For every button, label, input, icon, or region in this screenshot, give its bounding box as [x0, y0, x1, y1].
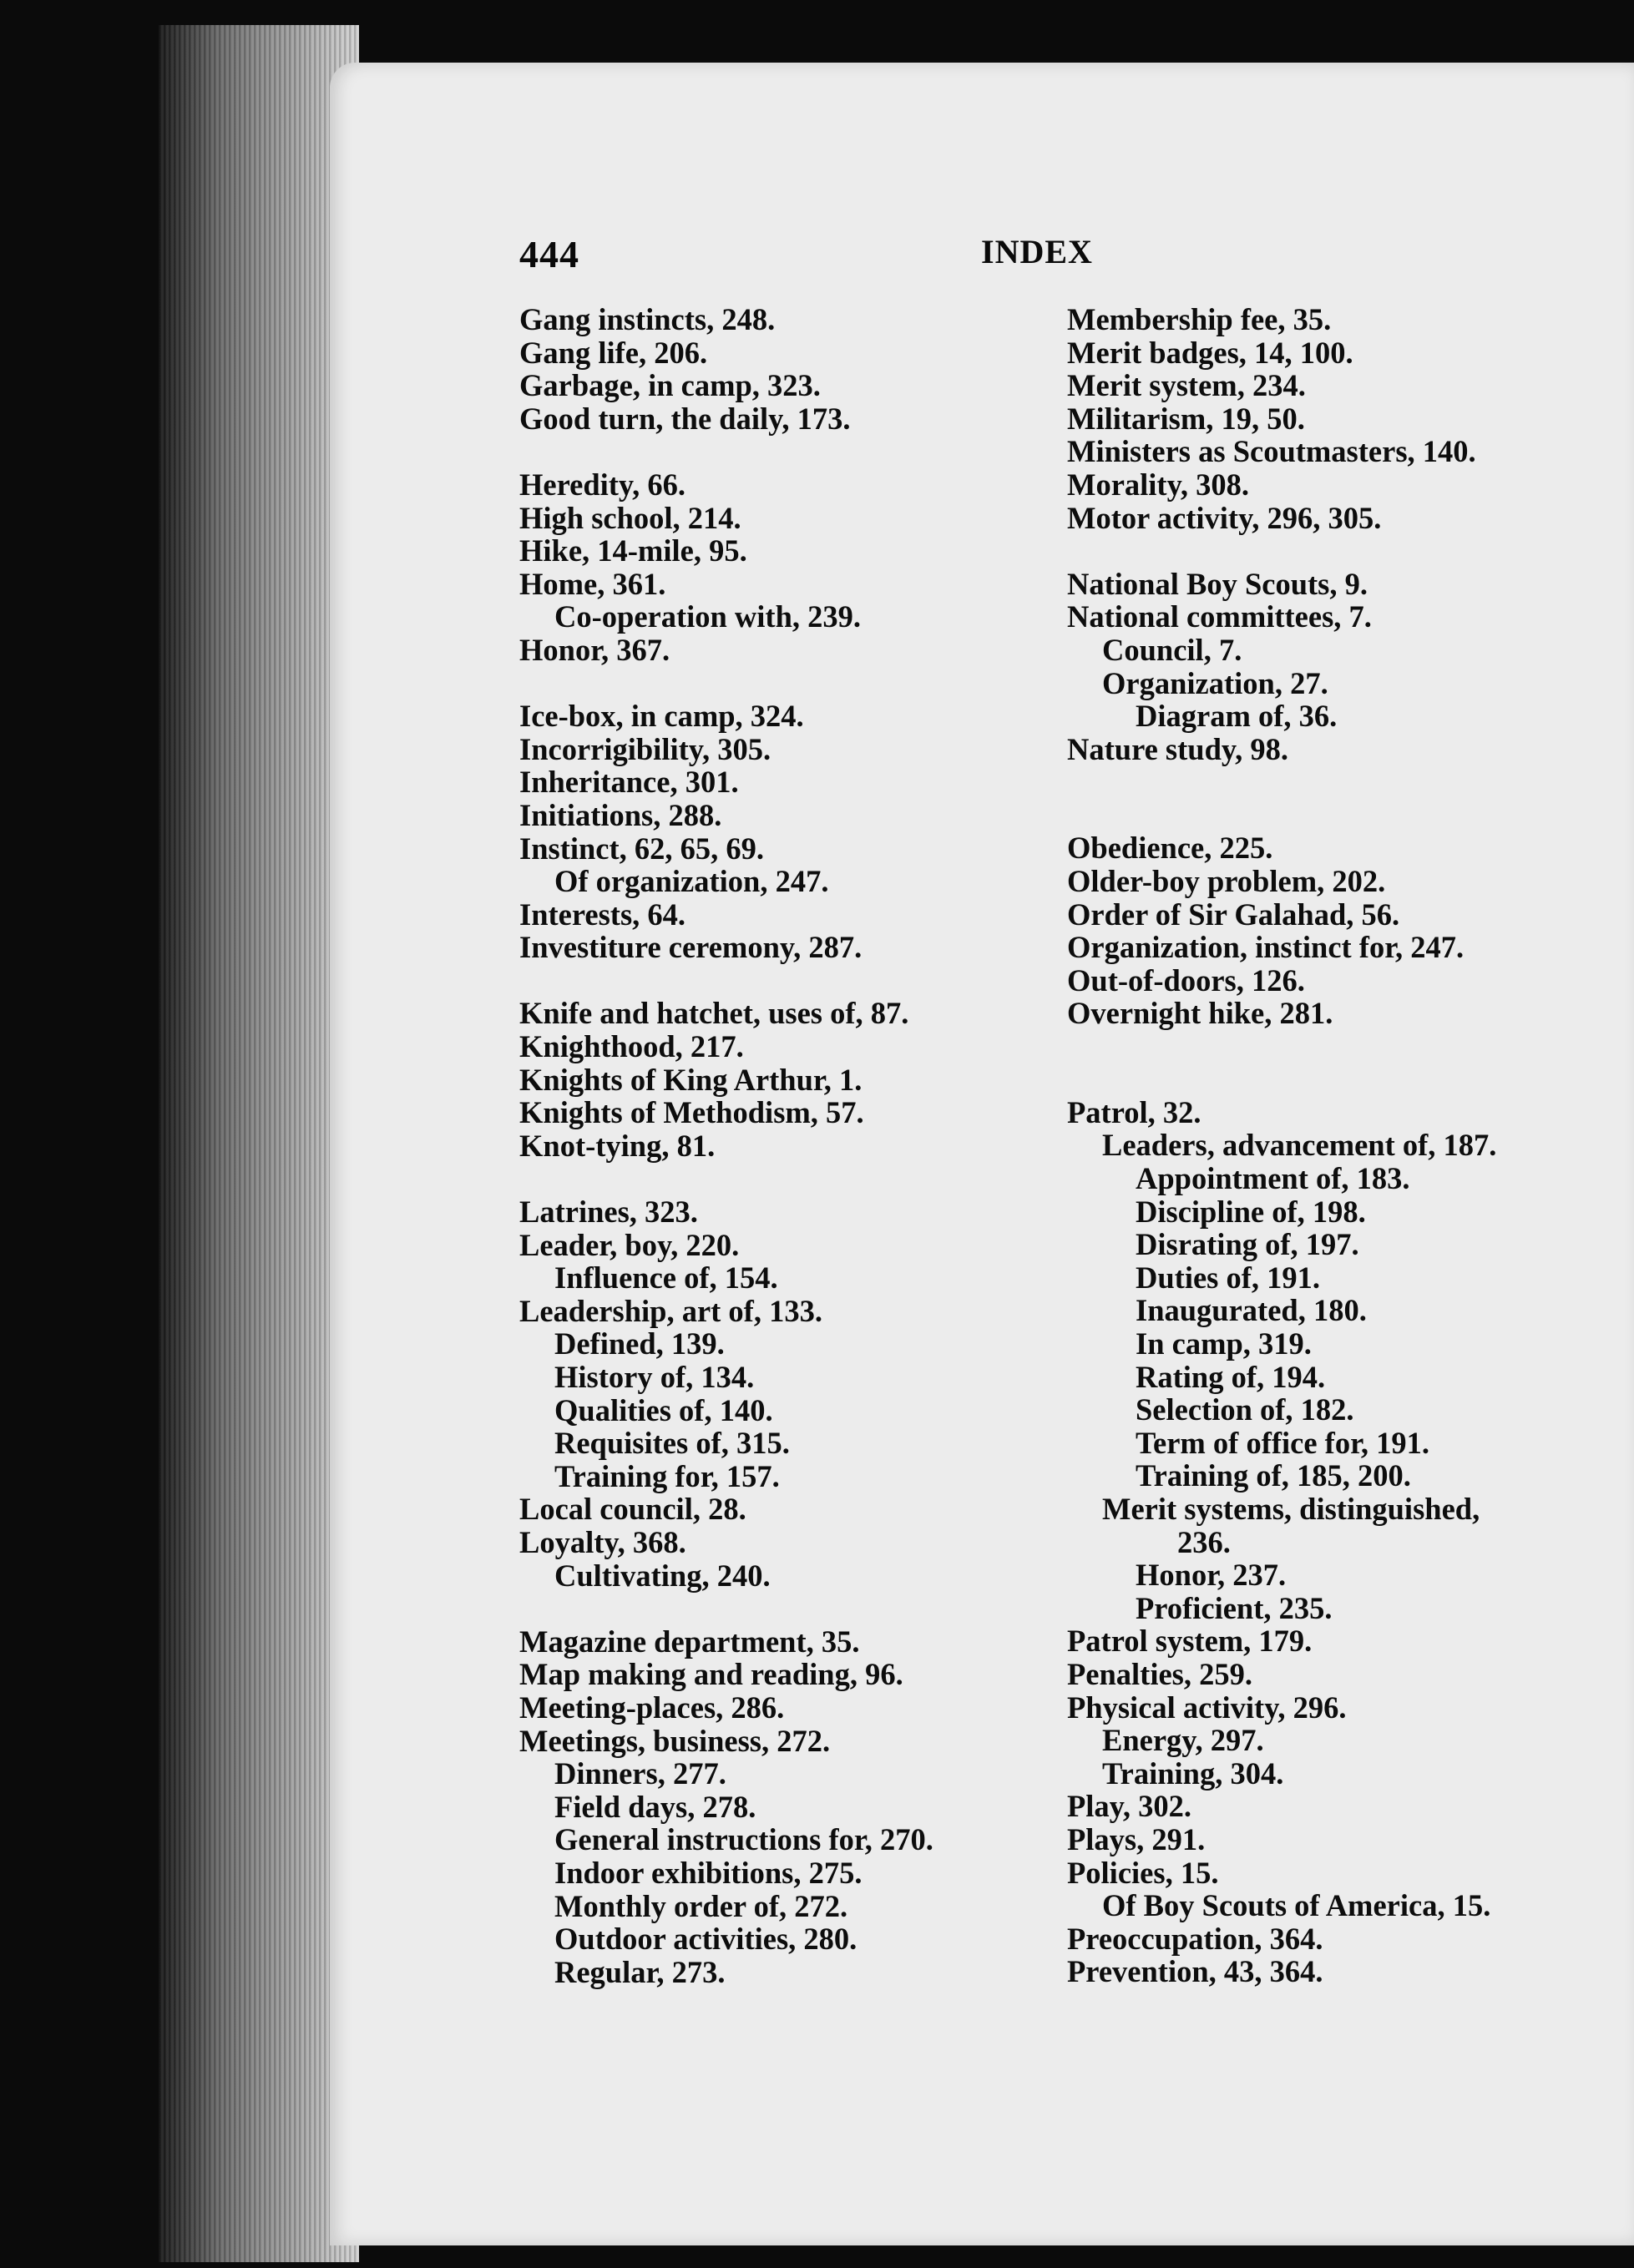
index-column-right	[1067, 303, 1601, 1988]
index-subentry: Cultivating, 240.	[554, 1558, 771, 1593]
index-subentry: Diagram of, 36.	[1136, 699, 1338, 734]
index-entry: Latrines, 323.	[519, 1195, 698, 1230]
index-subentry: Leaders, advancement of, 187.	[1102, 1128, 1497, 1163]
index-subentry: Outdoor activities, 280.	[554, 1922, 857, 1957]
index-subentry: 236.	[1177, 1524, 1231, 1559]
index-subentry: Merit systems, distinguished,	[1102, 1492, 1480, 1526]
index-entry: Policies, 15.	[1067, 1855, 1219, 1890]
index-subentry: Indoor exhibitions, 275.	[554, 1855, 863, 1890]
page-title: INDEX	[981, 233, 1093, 270]
index-entry: Leader, boy, 220.	[519, 1227, 740, 1262]
index-entry: Loyalty, 368.	[519, 1524, 686, 1559]
index-entry: Older-boy problem, 202.	[1067, 863, 1386, 898]
index-subentry: Monthly order of, 272.	[554, 1888, 848, 1923]
index-subentry: Selection of, 182.	[1136, 1392, 1354, 1427]
index-entry: Nature study, 98.	[1067, 731, 1288, 766]
index-entry: Morality, 308.	[1067, 467, 1249, 502]
index-subentry: Term of office for, 191.	[1136, 1425, 1430, 1460]
index-entry: Order of Sir Galahad, 56.	[1067, 897, 1400, 932]
index-subentry: Proficient, 235.	[1136, 1590, 1333, 1625]
index-entry: Gang instincts, 248.	[519, 302, 776, 336]
index-entry: Initiations, 288.	[519, 797, 722, 832]
index-entry: Patrol, 32.	[1067, 1094, 1201, 1129]
entry-spacer	[519, 667, 1020, 700]
index-entry: Knights of King Arthur, 1.	[519, 1062, 863, 1097]
index-entry: Play, 302.	[1067, 1789, 1192, 1824]
index-subentry: Requisites of, 315.	[554, 1426, 790, 1461]
index-subentry: Energy, 297.	[1102, 1723, 1264, 1758]
entry-spacer	[519, 435, 1020, 468]
index-subentry: Qualities of, 140.	[554, 1392, 773, 1427]
index-subentry: Training for, 157.	[554, 1458, 780, 1493]
index-entry: Patrol system, 179.	[1067, 1624, 1313, 1659]
index-entry: Map making and reading, 96.	[519, 1657, 903, 1692]
index-subentry: Appointment of, 183.	[1136, 1161, 1410, 1196]
index-entry: Honor, 367.	[519, 632, 670, 667]
entry-spacer	[1067, 534, 1601, 568]
index-subentry: Rating of, 194.	[1136, 1359, 1326, 1394]
index-entry: Preoccupation, 364.	[1067, 1921, 1323, 1956]
index-subentry: Influence of, 154.	[554, 1260, 778, 1296]
index-entry: Prevention, 43, 364.	[1067, 1954, 1323, 1989]
index-subentry: Training, 304.	[1102, 1755, 1284, 1791]
index-entry: Local council, 28.	[519, 1492, 746, 1527]
entry-spacer	[519, 1162, 1020, 1195]
index-entry: Knighthood, 217.	[519, 1029, 744, 1064]
index-subentry: Inaugurated, 180.	[1136, 1293, 1367, 1328]
index-subentry: Dinners, 277.	[554, 1756, 726, 1791]
index-subentry: Of Boy Scouts of America, 15.	[1102, 1888, 1491, 1923]
index-entry: Meeting-places, 286.	[519, 1690, 785, 1725]
index-entry: Obedience, 225.	[1067, 831, 1273, 866]
index-entry: Heredity, 66.	[519, 467, 686, 502]
index-entry: Leadership, art of, 133.	[519, 1293, 822, 1328]
index-entry: Investiture ceremony, 287.	[519, 930, 863, 965]
index-entry: Organization, instinct for, 247.	[1067, 930, 1465, 965]
index-subentry: Council, 7.	[1102, 632, 1242, 667]
index-subentry: Field days, 278.	[554, 1789, 756, 1824]
index-entry: Knot-tying, 81.	[519, 1128, 716, 1163]
index-entry: Militarism, 19, 50.	[1067, 401, 1305, 436]
index-entry: Out-of-doors, 126.	[1067, 962, 1305, 998]
index-entry: Merit badges, 14, 100.	[1067, 335, 1353, 370]
index-subentry: Discipline of, 198.	[1136, 1194, 1366, 1229]
index-entry: Garbage, in camp, 323.	[519, 368, 821, 403]
book-page-edge	[159, 25, 359, 2262]
page-number: 444	[519, 233, 579, 275]
index-subentry: Honor, 237.	[1136, 1558, 1287, 1593]
index-entry: Plays, 291.	[1067, 1821, 1206, 1856]
index-subentry: In camp, 319.	[1136, 1326, 1312, 1361]
index-entry: Good turn, the daily, 173.	[519, 401, 851, 436]
index-entry: Magazine department, 35.	[519, 1624, 860, 1659]
index-entry: Membership fee, 35.	[1067, 302, 1332, 336]
index-subentry: Disrating of, 197.	[1136, 1227, 1359, 1262]
entry-spacer	[1067, 1030, 1601, 1096]
index-subentry: Training of, 185, 200.	[1136, 1458, 1411, 1493]
index-subentry: Co-operation with, 239.	[554, 599, 862, 634]
index-subentry: Regular, 273.	[554, 1954, 726, 1989]
index-subentry: Of organization, 247.	[554, 864, 829, 899]
entry-spacer	[519, 1592, 1020, 1625]
index-entry: National committees, 7.	[1067, 599, 1372, 634]
index-entry: Merit system, 234.	[1067, 368, 1306, 403]
entry-spacer	[1067, 765, 1601, 831]
index-entry: High school, 214.	[519, 500, 741, 535]
index-entry: Hike, 14-mile, 95.	[519, 533, 747, 568]
index-entry: Ice-box, in camp, 324.	[519, 699, 804, 734]
index-column-left	[519, 303, 1020, 1988]
index-entry: Physical activity, 296.	[1067, 1690, 1347, 1725]
index-entry: Home, 361.	[519, 566, 666, 601]
index-entry: Interests, 64.	[519, 897, 686, 932]
index-entry: Motor activity, 296, 305.	[1067, 500, 1382, 535]
index-entry: National Boy Scouts, 9.	[1067, 566, 1368, 601]
index-subentry: History of, 134.	[554, 1360, 755, 1394]
index-entry: Meetings, business, 272.	[519, 1723, 831, 1758]
index-subentry: Defined, 139.	[554, 1326, 725, 1361]
index-entry: Instinct, 62, 65, 69.	[519, 831, 765, 866]
index-entry: Inheritance, 301.	[519, 765, 739, 800]
index-subentry: Duties of, 191.	[1136, 1260, 1321, 1295]
index-entry: Incorrigibility, 305.	[519, 731, 771, 766]
index-entry: Ministers as Scoutmasters, 140.	[1067, 434, 1476, 469]
index-entry: Gang life, 206.	[519, 335, 708, 370]
index-entry: Knife and hatchet, uses of, 87.	[519, 996, 909, 1031]
index-entry: Penalties, 259.	[1067, 1656, 1253, 1691]
index-subentry: Organization, 27.	[1102, 665, 1328, 700]
index-entry: Knights of Methodism, 57.	[519, 1095, 864, 1130]
entry-spacer	[519, 964, 1020, 998]
index-entry: Overnight hike, 281.	[1067, 996, 1333, 1031]
index-subentry: General instructions for, 270.	[554, 1822, 933, 1857]
